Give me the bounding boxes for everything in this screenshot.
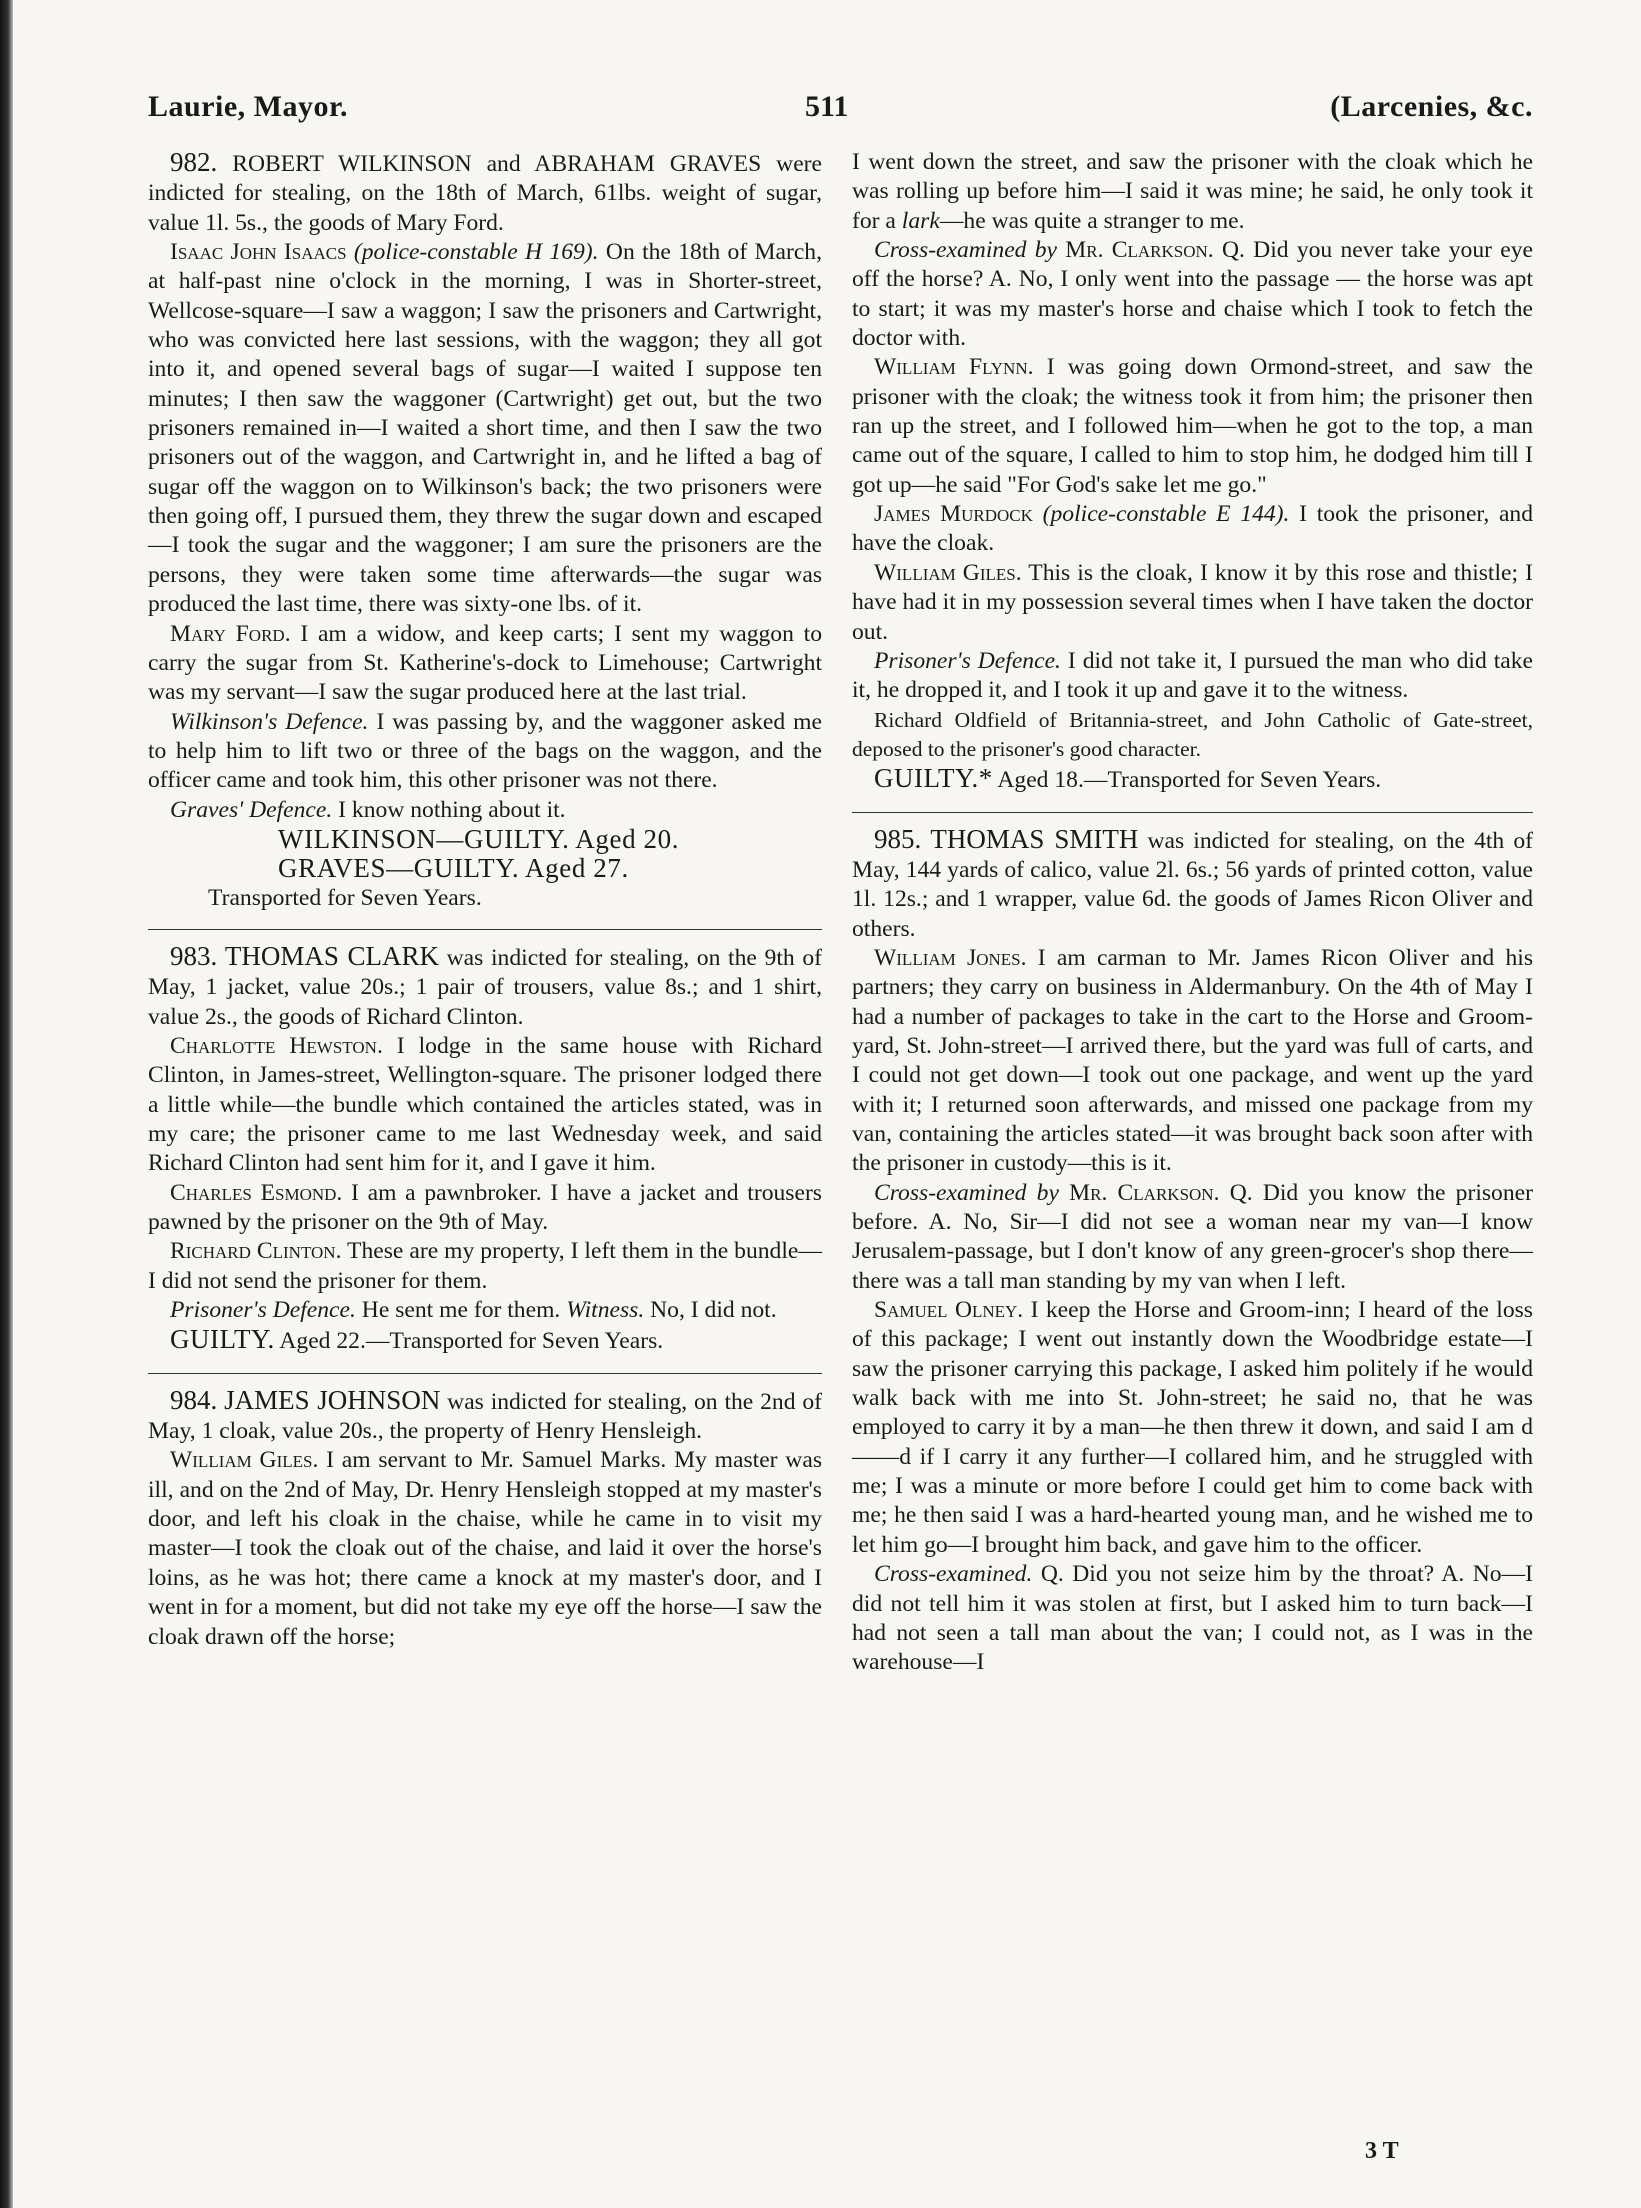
cross-examination-giles: Cross-examined by Mr. Clarkson. Q. Did you never take your eye off the horse? A. No, I only went into the passage — the horse was apt to start; it was my master's horse and chaise which I took to fetch the doctor with. (852, 237, 1533, 352)
verdict-johnson: GUILTY.* Aged 18.—Transported for Seven Years. (874, 763, 1382, 794)
case-984-indictment: 984. JAMES JOHNSON was indicted for stealing, on the 2nd of May, 1 cloak, value 20s., the property of Henry Hensleigh. (148, 1384, 822, 1445)
defence-clark: Prisoner's Defence. He sent me for them. Witness. No, I did not. (170, 1297, 777, 1324)
section-divider (148, 929, 822, 930)
printer-signature-mark: 3 T (1365, 2138, 1399, 2164)
verdict-clark: GUILTY. Aged 22.—Transported for Seven Years. (170, 1324, 664, 1355)
case-983-indictment: 983. THOMAS CLARK was indicted for stealing, on the 9th of May, 1 jacket, value 20s.; 1 pair of trousers, value 8s.; and 1 shirt, value 2s., the goods of Richard Clinton. (148, 940, 822, 1030)
cross-examination-jones: Cross-examined by Mr. Clarkson. Q. Did you know the prisoner before. A. No, Sir—I did not see a woman near my van—I know Jerusalem-passage, but I don't know of any green-grocer's shop there—there was a tall man standing by my van when I left. (852, 1179, 1533, 1294)
testimony-murdock: James Murdock (police-constable E 144). I took the prisoner, and have the cloak. (852, 501, 1534, 557)
testimony-olney: Samuel Olney. I keep the Horse and Groom-inn; I heard of the loss of this package; I went out instantly down the Woodbridge estate—I saw the prisoner carrying this package, I asked him politely if he would walk back with me into St. John-street; he said no, that he was employed to carry it by a man—he then threw it down, and said I am d——d if I carry it any further—I collared him, and he struggled with me; I was a minute or more before I could get him to come back with me; he then said I was a hard-hearted young man, and he wished me to let him go—I brought him back, and gave him to the officer. (852, 1297, 1533, 1558)
case-982-indictment: 982. ROBERT WILKINSON and ABRAHAM GRAVES were indicted for stealing, on the 18th of March, 61lbs. weight of sugar, value 1l. 5s., the goods of Mary Ford. (148, 147, 822, 236)
page-number: 511 (805, 90, 849, 123)
testimony-giles-2: William Giles. This is the cloak, I know it by this rose and thistle; I have had it in my possession several times when I have taken the doctor out. (852, 559, 1533, 645)
testimony-flynn: William Flynn. I was going down Ormond-street, and saw the prisoner with the cloak; the witness took it from him; the prisoner then ran up the street, and I followed him—when he got to the top, a man came out of the square, I called to him to stop him, he dodged him till I got up—he said "For God's sake let me go." (852, 354, 1533, 498)
testimony-clinton: Richard Clinton. These are my property, I left them in the bundle—I did not send the prisoner for them. (148, 1238, 822, 1294)
page-binding-edge (0, 0, 13, 2208)
testimony-ford: Mary Ford. I am a widow, and keep carts; I sent my waggon to carry the sugar from St. Katherine's-dock to Limehouse; Cartwright was my servant—I saw the sugar produced here at the last trial. (148, 620, 822, 706)
section-divider (852, 812, 1533, 813)
defence-wilkinson: Wilkinson's Defence. I was passing by, and the waggoner asked me to help him to lift two or three of the bags on the waggon, and the officer came and took him, this other prisoner was not there. (148, 708, 822, 794)
testimony-giles: William Giles. I am servant to Mr. Samuel Marks. My master was ill, and on the 2nd of May, Dr. Henry Hensleigh stopped at my master's door, and left his cloak in the chaise, while he came in to visit my master—I took the cloak out of the chaise, and laid it over the horse's loins, as he was hot; there came a knock at my master's door, and I went in for a moment, but did not take my eye off the horse—I saw the cloak drawn off the horse; (148, 1447, 822, 1650)
verdict-wilkinson: WILKINSON—GUILTY. Aged 20. (278, 823, 680, 854)
cross-examination-olney: Cross-examined. Q. Did you not seize him by the throat? A. No—I did not tell him it was stolen at first, but I asked him to turn back—I had not seen a tall man about the van; I could not, as I was in the warehouse—I (852, 1561, 1533, 1676)
defence-johnson: Prisoner's Defence. I did not take it, I pursued the man who did take it, he dropped it, and I took it up and gave it to the witness. (852, 647, 1534, 704)
character-witnesses: Richard Oldfield of Britannia-street, and John Catholic of Gate-street, deposed to the prisoner's good character. (852, 707, 1533, 761)
running-head-left: Laurie, Mayor. (148, 90, 349, 123)
left-column (148, 148, 822, 1652)
testimony-isaacs: Isaac John Isaacs (police-constable H 169). On the 18th of March, at half-past nine o'clock in the morning, I was in Shorter-street, Wellcose-square—I saw a waggon; I saw the prisoners and Cartwright, who was convicted here last sessions, with the waggon; they all got into it, and opened several bags of sugar—I waited I suppose ten minutes; I then saw the waggoner (Cartwright) get out, but the two prisoners remained in—I waited a short time, and then I saw the two prisoners out of the waggon, and Cartwright in, and he lifted a bag of sugar off the waggon on to Wilkinson's back; the two prisoners were then going off, I pursued them, they threw the sugar down and escaped—I took the sugar and the waggoner; I am sure the prisoners are the persons, they were taken some time afterwards—the sugar was produced the last time, there was sixty-one lbs. of it. (148, 239, 822, 618)
running-head-right: (Larcenies, &c. (1330, 90, 1533, 123)
case-985-indictment: 985. THOMAS SMITH was indicted for stealing, on the 4th of May, 144 yards of calico, value 2l. 6s.; 56 yards of printed cotton, value 1l. 12s.; and 1 wrapper, value 6d. the goods of James Ricon Oliver and others. (852, 823, 1533, 942)
defence-graves: Graves' Defence. I know nothing about it. (170, 796, 566, 823)
sentence-982: Transported for Seven Years. (208, 884, 482, 911)
page-header (148, 90, 1533, 136)
testimony-giles-continued: I went down the street, and saw the prisoner with the cloak which he was rolling up before him—I said it was mine; he said, he only took it for a lark—he was quite a stranger to me. (852, 149, 1533, 234)
verdict-graves: GRAVES—GUILTY. Aged 27. (278, 853, 629, 884)
testimony-esmond: Charles Esmond. I am a pawnbroker. I have a jacket and trousers pawned by the prisoner on the 9th of May. (148, 1179, 822, 1236)
testimony-hewston: Charlotte Hewston. I lodge in the same house with Richard Clinton, in James-street, Wellington-square. The prisoner lodged there a little while—the bundle which contained the articles stated, was in my care; the prisoner came to me last Wednesday week, and said Richard Clinton had sent him for it, and I gave it him. (148, 1032, 822, 1177)
section-divider (148, 1373, 822, 1374)
right-column (852, 148, 1533, 1678)
testimony-jones: William Jones. I am carman to Mr. James Ricon Oliver and his partners; they carry on business in Aldermanbury. On the 4th of May I had a number of packages to take in the cart to the Horse and Groom-yard, St. John-street—I arrived there, but the yard was full of carts, and I could not get down—I took out one package, and went up the yard with it; I returned soon afterwards, and missed one package from my van, containing the articles stated—it was brought back soon after with the prisoner in custody—this is it. (852, 944, 1533, 1177)
